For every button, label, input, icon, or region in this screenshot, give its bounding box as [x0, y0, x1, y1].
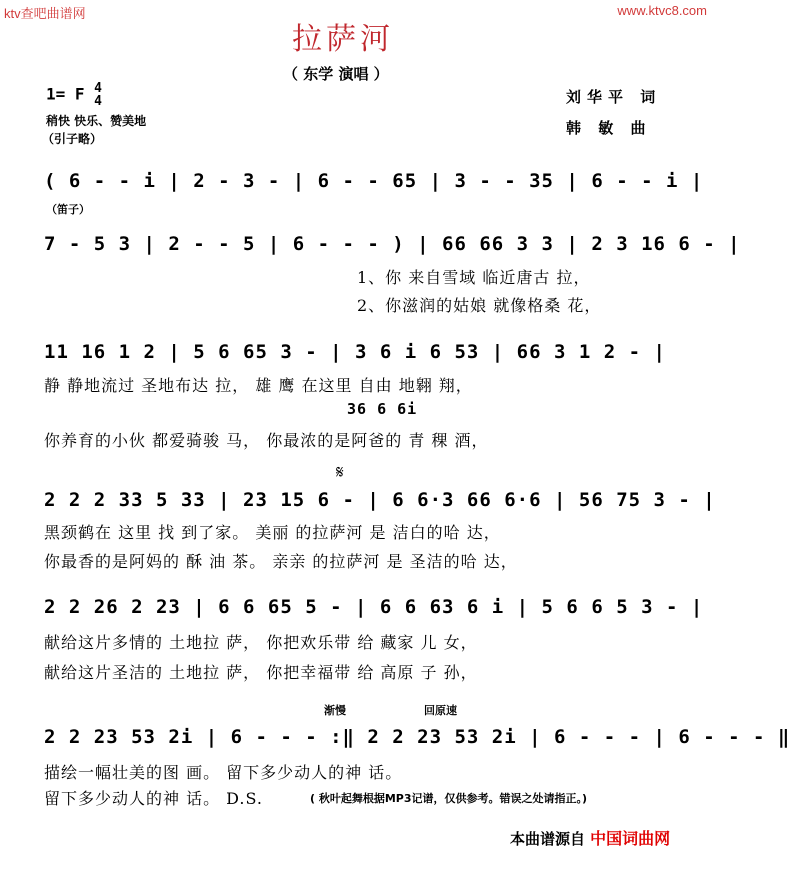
lyric-line-2-verse-1: 1、你 来自雪域 临近唐古 拉，: [357, 268, 591, 287]
source-site-link[interactable]: 中国词曲网: [590, 829, 671, 848]
lyric-line-6-verse-1: 描绘一幅壮美的图 画。 留下多少动人的神 话。: [44, 763, 403, 782]
lyric-line-2-verse-2: 2、你滋润的姑娘 就像格桑 花，: [357, 296, 602, 315]
lyric-line-4-verse-2: 你最香的是阿妈的 酥 油 茶。 亲亲 的拉萨河 是 圣洁的哈 达，: [44, 552, 518, 571]
score-line-4: 2 2 2 33 5 33 | 23 15 6 - | 6 6·3 66 6·6 | 56 75 3 - |: [44, 489, 716, 511]
transcriber-note: ( 秋叶起舞根据MP3记谱，仅供参考。错误之处请指正。): [310, 792, 588, 805]
song-title: 拉萨河: [292, 22, 394, 57]
singer-credit: （ 东学 演唱 ）: [283, 65, 389, 83]
tempo-resume-mark: 回原速: [424, 704, 457, 717]
intro-note: （引子略）: [42, 132, 103, 146]
score-line-3-variant: 36 6 6i: [347, 400, 418, 418]
watermark-left: ktv查吧曲谱网: [4, 6, 86, 21]
lyric-line-6-verse-2: 留下多少动人的神 话。 D.S.: [44, 789, 263, 808]
lyric-line-4-verse-1: 黑颈鹤在 这里 找 到了家。 美丽 的拉萨河 是 洁白的哈 达，: [44, 523, 501, 542]
time-signature: 4 4: [94, 81, 102, 109]
score-line-2: 7 - 5 3 | 2 - - 5 | 6 - - - ) | 66 66 3 3 | 2 3 16 6 - |: [44, 233, 741, 255]
score-line-5: 2 2 26 2 23 | 6 6 65 5 - | 6 6 63 6 i | 5 6 6 5 3 - |: [44, 596, 704, 618]
lyricist: 刘华平 词: [566, 88, 662, 106]
composer: 韩 敏 曲: [566, 119, 652, 137]
key-signature: [46, 82, 102, 108]
score-line-3: 11 16 1 2 | 5 6 65 3 - | 3 6 i 6 53 | 66 3 1 2 - |: [44, 341, 666, 363]
lyric-line-5-verse-2: 献给这片圣洁的 土地拉 萨， 你把幸福带 给 高原 子 孙，: [44, 663, 478, 682]
watermark-right: www.ktvc8.com: [617, 3, 707, 18]
source-footer: [510, 826, 670, 849]
score-line-1: ( 6 - - i | 2 - 3 - | 6 - - 65 | 3 - - 35 | 6 - - i |: [44, 170, 704, 192]
tempo-marking: 稍快 快乐、赞美地: [46, 114, 147, 128]
segno-sign: 𝄋: [336, 462, 344, 483]
lyric-line-3-verse-2: 你养育的小伙 都爱骑骏 马， 你最浓的是阿爸的 青 稞 酒，: [44, 431, 489, 450]
lyric-line-5-verse-1: 献给这片多情的 土地拉 萨， 你把欢乐带 给 藏家 儿 女，: [44, 633, 478, 652]
source-label: 本曲谱源自: [510, 830, 586, 848]
tempo-slow-mark: 渐慢: [324, 704, 346, 717]
lyric-line-3-verse-1: 静 静地流过 圣地布达 拉， 雄 鹰 在这里 自由 地翱 翔，: [44, 376, 473, 395]
instrument-note: （笛子）: [46, 203, 90, 216]
key-label: 1= F: [46, 84, 85, 104]
score-line-6: 2 2 23 53 2i | 6 - - - :‖ 2 2 23 53 2i | 6 - - - | 6 - - - ‖: [44, 726, 790, 748]
